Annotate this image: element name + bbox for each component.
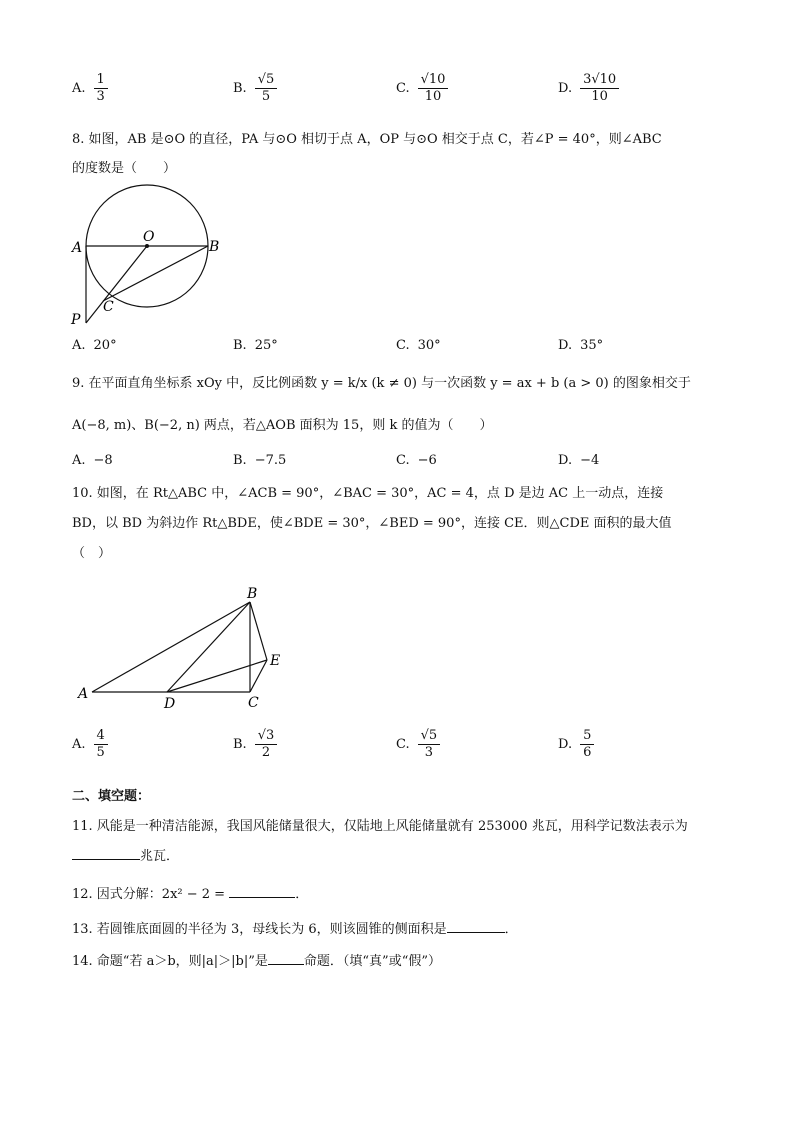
q10-option-d[interactable] — [558, 728, 594, 761]
label-c: C — [248, 695, 259, 711]
label-d: D — [164, 696, 176, 712]
q11-stem-line1: 11. 风能是一种清洁能源，我国风能储量很大，仅陆地上风能储量就有 253000 兆瓦，用科学记数法表示为 — [72, 819, 688, 834]
numerator: 4 — [94, 728, 108, 745]
option-text: 20° — [93, 338, 117, 353]
label-e: E — [270, 653, 281, 669]
q10-option-b[interactable] — [233, 728, 277, 761]
numerator: √5 — [418, 728, 441, 745]
answer-blank[interactable] — [229, 883, 295, 898]
option-label: A. — [72, 81, 86, 96]
option-label: A. — [72, 737, 86, 752]
q10-triangle-figure — [70, 582, 290, 712]
q12-end: ． — [295, 887, 309, 902]
q10-stem-line1: 10. 如图，在 Rt△ABC 中，∠ACB = 90°，∠BAC = 30°，AC = 4，点 D 是边 AC 上一动点，连接 — [72, 486, 664, 501]
q8-option-c[interactable] — [396, 338, 441, 353]
fraction — [94, 728, 108, 761]
denominator: 5 — [96, 745, 105, 760]
denominator: 3 — [424, 745, 434, 760]
denominator: 5 — [261, 89, 271, 104]
option-label: D. — [558, 338, 573, 353]
q8-stem-line1: 8. 如图，AB 是⊙O 的直径，PA 与⊙O 相切于点 A，OP 与⊙O 相交于点 C，若∠P = 40°，则∠ABC — [72, 132, 662, 147]
fraction — [255, 72, 278, 105]
denominator: 2 — [261, 745, 271, 760]
q12-stem — [72, 883, 732, 907]
fraction — [418, 72, 449, 105]
option-text: −7.5 — [254, 453, 287, 468]
section-title: 二、填空题： — [72, 789, 151, 804]
q10-stem-line3: （ ） — [72, 546, 112, 561]
q7-option-b[interactable] — [233, 72, 277, 105]
denominator: 6 — [583, 745, 592, 760]
q14-end: 命题．（填“真”或“假”） — [303, 954, 441, 969]
q9-option-d[interactable] — [558, 453, 599, 468]
q10-option-c[interactable] — [396, 728, 440, 761]
option-label: B. — [233, 81, 247, 96]
option-label: D. — [558, 737, 573, 752]
option-label: B. — [233, 453, 247, 468]
fraction — [94, 72, 108, 105]
numerator: √3 — [255, 728, 278, 745]
numerator: 1 — [94, 72, 108, 89]
q11-stem-line2 — [72, 845, 732, 869]
denominator: 3 — [96, 89, 105, 104]
option-text: −6 — [417, 453, 437, 468]
label-c: C — [103, 299, 114, 315]
option-text: 35° — [580, 338, 604, 353]
q8-option-b[interactable] — [233, 338, 278, 353]
q13-end: ． — [504, 922, 518, 937]
label-a: A — [78, 686, 89, 702]
answer-blank[interactable] — [268, 950, 304, 965]
numerator: 3√10 — [580, 72, 619, 89]
label-a: A — [72, 240, 83, 256]
q11-unit: 兆瓦． — [140, 849, 180, 864]
option-text: −4 — [580, 453, 600, 468]
fraction — [418, 728, 441, 761]
option-label: A. — [72, 338, 86, 353]
label-b: B — [247, 586, 258, 602]
option-label: A. — [72, 453, 86, 468]
option-label: D. — [558, 453, 573, 468]
q10-stem-line2: BD，以 BD 为斜边作 Rt△BDE，使∠BDE = 30°，∠BED = 90°，连接 CE．则△CDE 面积的最大值 — [72, 516, 672, 531]
answer-blank[interactable] — [447, 918, 505, 933]
q14-text: 14. 命题“若 a＞b，则|a|＞|b|”是 — [72, 954, 268, 969]
q9-stem-line2: A(−8, m)、B(−2, n) 两点，若△AOB 面积为 15，则 k 的值为（ ） — [72, 418, 493, 433]
q7-option-a[interactable] — [72, 72, 108, 105]
side-ab — [92, 602, 250, 692]
answer-blank[interactable] — [72, 845, 140, 860]
option-label: C. — [396, 81, 410, 96]
q12-text: 12. 因式分解：2x² − 2 = — [72, 887, 226, 902]
numerator: √5 — [255, 72, 278, 89]
option-label: D. — [558, 81, 573, 96]
option-text: 30° — [417, 338, 441, 353]
q9-option-a[interactable] — [72, 453, 113, 468]
fraction — [580, 72, 619, 105]
option-label: C. — [396, 453, 410, 468]
q8-circle-figure — [66, 183, 226, 333]
numerator: √10 — [418, 72, 449, 89]
q13-text: 13. 若圆锥底面圆的半径为 3，母线长为 6，则该圆锥的侧面积是 — [72, 922, 447, 937]
segment-be — [250, 602, 267, 660]
option-label: B. — [233, 338, 247, 353]
option-label: C. — [396, 338, 410, 353]
q9-option-c[interactable] — [396, 453, 437, 468]
option-text: −8 — [93, 453, 113, 468]
fraction — [580, 728, 594, 761]
line-bc — [103, 246, 208, 301]
option-label: B. — [233, 737, 247, 752]
q9-option-b[interactable] — [233, 453, 286, 468]
q14-stem — [72, 950, 732, 974]
option-label: C. — [396, 737, 410, 752]
q8-option-d[interactable] — [558, 338, 603, 353]
q7-option-d[interactable] — [558, 72, 619, 105]
label-p: P — [71, 312, 81, 328]
denominator: 10 — [591, 89, 608, 104]
q8-stem-line2: 的度数是（ ） — [72, 161, 177, 176]
q9-stem-line1: 9. 在平面直角坐标系 xOy 中，反比例函数 y = k/x (k ≠ 0) 与一次函数 y = ax + b (a > 0) 的图象相交于 — [72, 376, 691, 391]
label-b: B — [209, 239, 220, 255]
q13-stem — [72, 918, 732, 942]
numerator: 5 — [580, 728, 594, 745]
fraction — [255, 728, 278, 761]
q10-option-a[interactable] — [72, 728, 108, 761]
q7-option-c[interactable] — [396, 72, 448, 105]
label-o: O — [143, 229, 155, 245]
denominator: 10 — [424, 89, 442, 104]
option-text: 25° — [254, 338, 278, 353]
q8-option-a[interactable] — [72, 338, 117, 353]
line-op — [86, 246, 147, 323]
